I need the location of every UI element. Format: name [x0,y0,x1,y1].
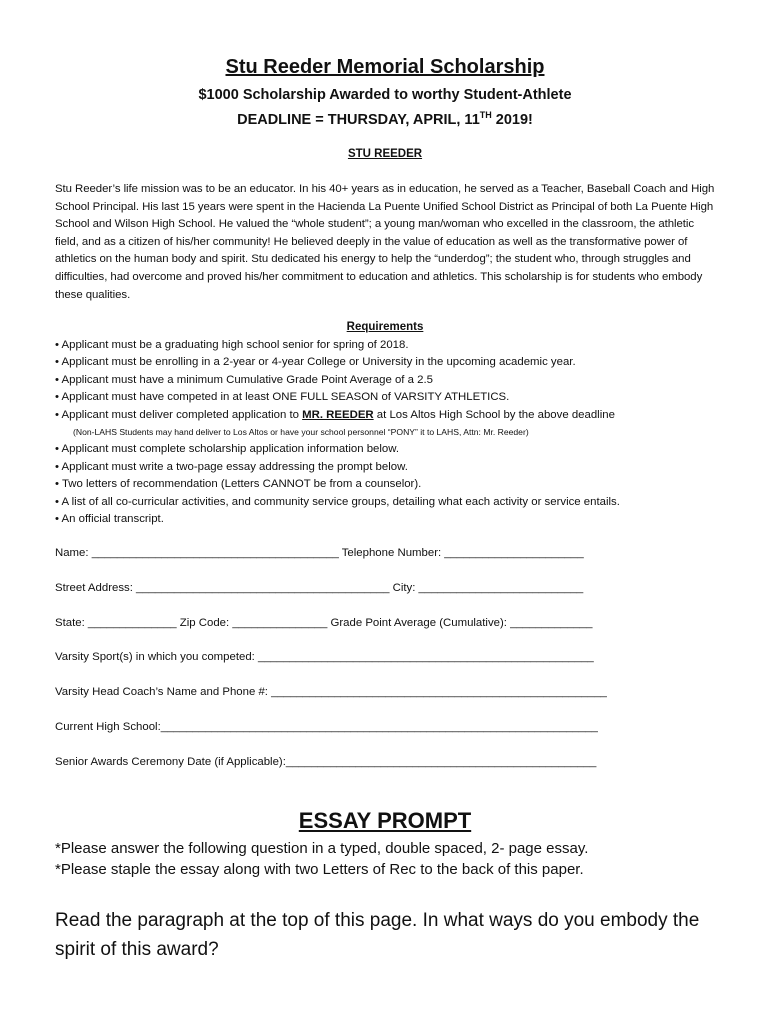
deadline-line [0,110,770,128]
scholarship-subtitle: $1000 Scholarship Awarded to worthy Student-Athlete [198,87,572,103]
deliver-recipient: MR. REEDER [302,408,374,421]
essay-instruction-2: *Please staple the essay along with two Letters of Rec to the back of this paper. [55,861,584,878]
requirements-heading: Requirements [346,321,424,333]
bio-heading: STU REEDER [347,148,423,160]
deliver-note: (Non-LAHS Students may hand deliver to Los Altos or have your school personnel “PONY” it to LAHS, Attn: Mr. Reeder) [73,427,529,438]
essay-question: Read the paragraph at the top of this page. In what ways do you embody the spirit of this award? [55,910,700,960]
requirement-item: • Applicant must write a two-page essay addressing the prompt below. [55,460,408,473]
name-phone-field-line[interactable]: Name: _______________________________________ Telephone Number: ______________________ [55,547,584,559]
requirement-item: • Applicant must be enrolling in a 2-year or 4-year College or University in the upcoming academic year. [55,356,576,369]
deadline-ordinal: TH [479,110,492,120]
bio-paragraph: Stu Reeder’s life mission was to be an educator. In his 40+ years as in education, he served as a Teacher, Baseball Coach and High School Principal. His last 15 years were spent in the Hacienda La Puente Unified School District as Principal of both La Puente High School and Wilson High School. He valued the “whole student”; a young man/woman who excelled in the classroom, the athletic field, and as a citizen of his/her community! He believed deeply in the value of education as well as the transformative power of athletics on the human body and spirit. Stu dedicated his energy to help the “underdog”; the student who, through struggles and difficulties, had overcome and proved his/her commitment to education and athletics. This scholarship is for students who embody these qualities. [55,183,715,301]
requirement-item: • A list of all co-curricular activities, and community service groups, detailing what each activity or service entails. [55,495,620,508]
deadline-text: DEADLINE = THURSDAY, APRIL, 11 [237,111,480,128]
coach-name-phone-field-line[interactable]: Varsity Head Coach’s Name and Phone #: _____________________________________________________ [55,686,607,698]
requirement-item: • An official transcript. [55,513,164,526]
requirement-item: • Two letters of recommendation (Letters CANNOT be from a counselor). [55,478,422,491]
essay-prompt-heading: ESSAY PROMPT [298,808,472,833]
deliver-text-post: at Los Altos High School by the above deadline [373,408,615,421]
essay-instruction-1: *Please answer the following question in a typed, double spaced, 2- page essay. [55,840,589,857]
requirement-item: • Applicant must be a graduating high school senior for spring of 2018. [55,339,409,351]
deadline-year: 2019! [491,111,533,128]
requirements-list [55,337,735,528]
requirement-item-deliver [55,407,735,424]
address-city-field-line[interactable]: Street Address: ________________________________________ City: __________________________ [55,582,584,594]
state-zip-gpa-field-line[interactable]: State: ______________ Zip Code: _______________ Grade Point Average (Cumulative): _____________ [55,617,593,629]
high-school-field-line[interactable]: Current High School:_____________________________________________________________________ [55,721,598,733]
document-title: Stu Reeder Memorial Scholarship [225,56,545,78]
requirement-item: • Applicant must complete scholarship application information below. [55,443,399,456]
requirement-item: • Applicant must have a minimum Cumulative Grade Point Average of a 2.5 [55,373,433,386]
deliver-text-pre: • Applicant must deliver completed application to [55,408,303,421]
varsity-sport-field-line[interactable]: Varsity Sport(s) in which you competed: _____________________________________________________ [55,651,594,663]
awards-date-field-line[interactable]: Senior Awards Ceremony Date (if Applicable):_________________________________________________ [55,756,597,768]
requirement-item: • Applicant must have competed in at least ONE FULL SEASON of VARSITY ATHLETICS. [55,391,510,404]
